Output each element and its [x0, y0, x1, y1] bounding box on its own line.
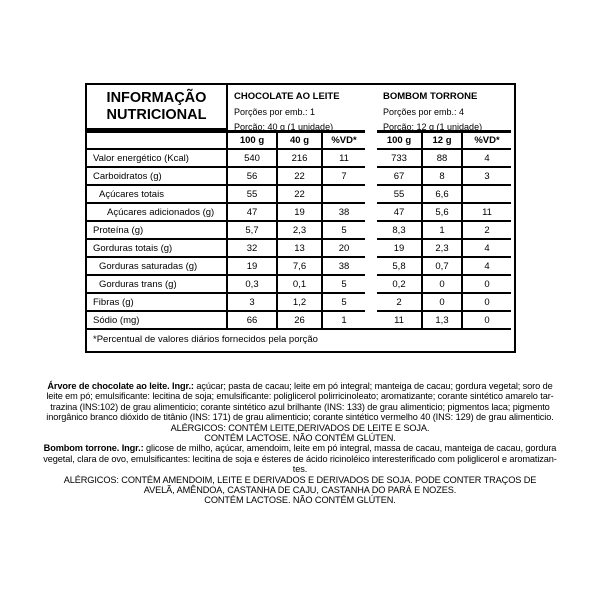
value-cell: 2 [463, 222, 511, 240]
servings-per-pack: Porções por emb.: 4 [383, 107, 465, 117]
value-cell: 5,6 [423, 204, 463, 222]
table-row-total-sugars [87, 186, 514, 204]
value-cell: 6,6 [423, 186, 463, 204]
value-cell: 0 [463, 312, 511, 330]
bombom-ingredients-line: tes. [292, 464, 308, 475]
group-gap [365, 150, 377, 168]
table-row-energy [87, 150, 514, 168]
value-cell: 11 [323, 150, 365, 168]
value-cell: 733 [377, 150, 423, 168]
group-gap [365, 294, 377, 312]
chocolate-allergen-line: ALÉRGICOS: CONTÉM LEITE,DERIVADOS DE LEITE E SOJA. [170, 422, 430, 433]
right-margin [511, 312, 514, 330]
panel-title: INFORMAÇÃO NUTRICIONAL [87, 85, 228, 133]
product-name: CHOCOLATE AO LEITE [234, 91, 340, 102]
nutrient-label: Gorduras totais (g) [87, 240, 228, 258]
nutrient-label: Açúcares totais [87, 186, 228, 204]
value-cell: 0,7 [423, 258, 463, 276]
product-header-chocolate [228, 85, 365, 133]
nutrient-label: Proteína (g) [87, 222, 228, 240]
value-cell: 5,8 [377, 258, 423, 276]
value-cell: 540 [228, 150, 278, 168]
value-cell: 55 [228, 186, 278, 204]
nutrient-label: Sódio (mg) [87, 312, 228, 330]
value-cell: 1 [323, 312, 365, 330]
portion-size: Porção: 12 g (1 unidade) [383, 122, 483, 132]
value-cell: 22 [278, 168, 323, 186]
chocolate-ingredients-line: leite em pó; emulsificante: lecitina de soja; emulsificante: poliglicerol polirricinoleato; aromatizante; corante sintético amarelo tar- [46, 391, 554, 402]
value-cell: 19 [377, 240, 423, 258]
right-margin [511, 240, 514, 258]
col-header: 40 g [278, 133, 323, 150]
value-cell: 7,6 [278, 258, 323, 276]
value-cell: 2 [377, 294, 423, 312]
value-cell: 55 [377, 186, 423, 204]
table-row-protein [87, 222, 514, 240]
table-row-carbs [87, 168, 514, 186]
group-gap [365, 168, 377, 186]
value-cell: 1,3 [423, 312, 463, 330]
chocolate-ingredients-line: trazina (INS:102) de grau alimenticio; corante sintético azul brilhante (INS: 133) de grau alimenticio; pigmentos laca; pigmento [50, 401, 550, 412]
chocolate-ingredients-text: açúcar; pasta de cacau; leite em pó integral; manteiga de cacau; gordura vegetal; soro de [193, 381, 553, 391]
column-header-row [87, 133, 514, 150]
col-header: 100 g [377, 133, 423, 150]
value-cell: 1,2 [278, 294, 323, 312]
value-cell: 47 [228, 204, 278, 222]
value-cell: 216 [278, 150, 323, 168]
right-margin [511, 204, 514, 222]
chocolate-allergen-line: CONTÉM LACTOSE. NÃO CONTÉM GLÚTEN. [204, 432, 396, 443]
value-cell: 0 [423, 276, 463, 294]
value-cell: 8 [423, 168, 463, 186]
group-gap [365, 312, 377, 330]
value-cell: 66 [228, 312, 278, 330]
nutrition-panel [85, 83, 516, 353]
ingredients-block [28, 381, 572, 506]
panel-header-row [87, 85, 514, 133]
value-cell: 4 [463, 150, 511, 168]
nutrient-label: Gorduras trans (g) [87, 276, 228, 294]
table-row-total-fat [87, 240, 514, 258]
nutrient-label: Fibras (g) [87, 294, 228, 312]
value-cell: 0,3 [228, 276, 278, 294]
value-cell: 8,3 [377, 222, 423, 240]
value-cell: 5 [323, 294, 365, 312]
value-cell: 32 [228, 240, 278, 258]
bombom-ingredients-line: vegetal, clara de ovo, emulsificantes: lecitina de soja e ésteres de ácido ricinoléico interesterificado com poliglicerol e aromatizan- [43, 453, 557, 464]
nutrient-label: Carboidratos (g) [87, 168, 228, 186]
right-margin [511, 294, 514, 312]
value-cell: 19 [278, 204, 323, 222]
nutrient-label: Gorduras saturadas (g) [87, 258, 228, 276]
product-name: BOMBOM TORRONE [383, 91, 478, 102]
group-gap [365, 186, 377, 204]
bombom-ingredients-text: glicose de milho, açúcar, amendoim, leite em pó integral, massa de cacau, manteiga de cacau, gordura [143, 443, 557, 454]
chocolate-ingredients-line: inorgânico branco dióxido de titânio (INS: 171) de grau alimenticio; corante sintético vermelho 40 (INS: 129) de grau alimenticio. [46, 412, 554, 423]
value-cell: 19 [228, 258, 278, 276]
group-gap [365, 204, 377, 222]
table-row-fiber [87, 294, 514, 312]
right-margin [511, 85, 514, 133]
value-cell: 5 [323, 222, 365, 240]
group-gap [365, 240, 377, 258]
value-cell: 0 [423, 294, 463, 312]
value-cell: 11 [377, 312, 423, 330]
value-cell: 0,2 [377, 276, 423, 294]
col-header: %VD* [323, 133, 365, 150]
bombom-allergen-line: AVELÃ, AMÊNDOA, CASTANHA DE CAJU, CASTANHA DO PARÁ E NOZES. [143, 484, 457, 495]
daily-value-footnote: *Percentual de valores diários fornecidos pela porção [93, 334, 318, 345]
value-cell: 38 [323, 204, 365, 222]
nutrient-label: Valor energético (Kcal) [87, 150, 228, 168]
value-cell: 88 [423, 150, 463, 168]
bombom-ingredients-lead: Bombom torrone. Ingr.: [43, 443, 144, 454]
bombom-allergen-line: ALÉRGICOS: CONTÉM AMENDOIM, LEITE E DERIVADOS E DERIVADOS DE SOJA. PODE CONTER TRAÇOS DE [63, 474, 537, 485]
value-cell: 1 [423, 222, 463, 240]
value-cell: 22 [278, 186, 323, 204]
right-margin [511, 150, 514, 168]
table-row-sodium [87, 312, 514, 330]
value-cell: 26 [278, 312, 323, 330]
value-cell: 4 [463, 240, 511, 258]
value-cell: 0 [463, 294, 511, 312]
group-gap [365, 276, 377, 294]
value-cell: 5 [323, 276, 365, 294]
value-cell: 7 [323, 168, 365, 186]
value-cell: 3 [463, 168, 511, 186]
portion-size: Porção: 40 g (1 unidade) [234, 122, 334, 132]
chocolate-ingredients-line [28, 381, 572, 391]
table-row-added-sugars [87, 204, 514, 222]
value-cell: 38 [323, 258, 365, 276]
value-cell: 3 [228, 294, 278, 312]
servings-per-pack: Porções por emb.: 1 [234, 107, 316, 117]
value-cell: 0 [463, 276, 511, 294]
value-cell: 67 [377, 168, 423, 186]
table-row-saturated-fat [87, 258, 514, 276]
right-margin [511, 168, 514, 186]
nutrient-label: Açúcares adicionados (g) [87, 204, 228, 222]
value-cell: 11 [463, 204, 511, 222]
col-header: %VD* [463, 133, 511, 150]
value-cell [323, 186, 365, 204]
value-cell: 0,1 [278, 276, 323, 294]
group-gap [365, 258, 377, 276]
bombom-allergen-line: CONTÉM LACTOSE. NÃO CONTÉM GLÚTEN. [204, 495, 396, 506]
group-gap [365, 222, 377, 240]
table-row-trans-fat [87, 276, 514, 294]
right-margin [511, 222, 514, 240]
value-cell: 4 [463, 258, 511, 276]
chocolate-ingredients-lead: Árvore de chocolate ao leite. Ingr.: [47, 381, 194, 391]
empty-header-cell [87, 133, 228, 150]
bombom-ingredients-line [28, 443, 572, 453]
right-margin [511, 276, 514, 294]
value-cell: 47 [377, 204, 423, 222]
product-header-bombom [377, 85, 511, 133]
right-margin [511, 186, 514, 204]
group-gap [365, 85, 377, 133]
value-cell: 2,3 [423, 240, 463, 258]
value-cell: 5,7 [228, 222, 278, 240]
value-cell: 13 [278, 240, 323, 258]
right-margin [511, 133, 514, 150]
group-gap [365, 133, 377, 150]
value-cell: 2,3 [278, 222, 323, 240]
col-header: 100 g [228, 133, 278, 150]
value-cell [463, 186, 511, 204]
value-cell: 20 [323, 240, 365, 258]
col-header: 12 g [423, 133, 463, 150]
right-margin [511, 258, 514, 276]
value-cell: 56 [228, 168, 278, 186]
